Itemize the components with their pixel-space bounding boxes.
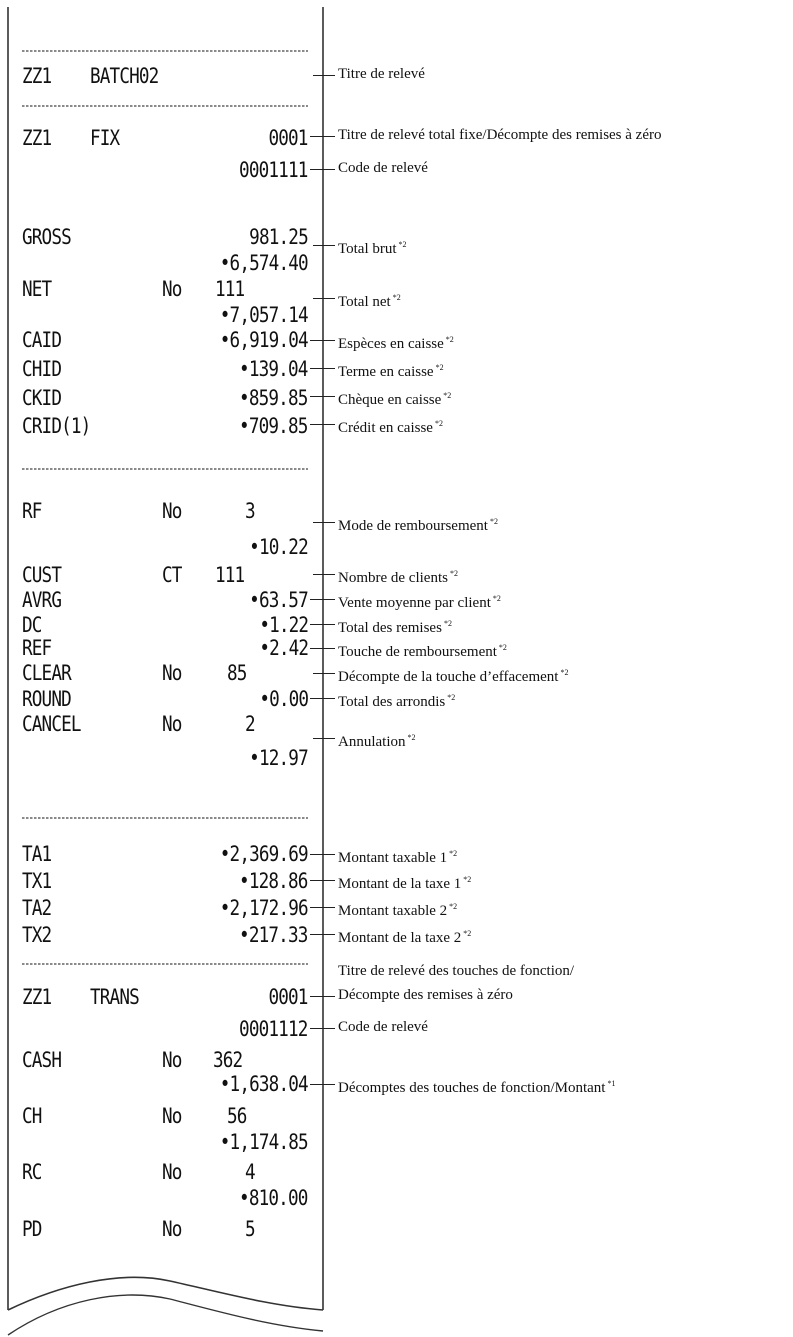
cancel-no: No	[162, 712, 182, 736]
fix-count: 0001	[268, 126, 308, 150]
chid-value: •139.04	[239, 357, 308, 381]
annotation-titre-fonction-line1: Titre de relevé des touches de fonction/	[338, 963, 575, 979]
cancel-value: •12.97	[249, 746, 308, 770]
net-value: •7,057.14	[219, 303, 308, 327]
trans-left: ZZ1	[22, 985, 52, 1009]
dc-label: DC	[22, 613, 42, 637]
leader-line	[313, 522, 335, 523]
ckid-label: CKID	[22, 386, 62, 410]
leader-line	[310, 624, 335, 625]
annotation-remises: Total des remises $^{*2}$	[338, 619, 452, 636]
rc-label: RC	[22, 1160, 42, 1184]
rf-value: •10.22	[249, 535, 308, 559]
ta1-value: •2,369.69	[219, 842, 308, 866]
fix-left: ZZ1	[22, 126, 52, 150]
annotation-arrondis: Total des arrondis $^{*2}$	[338, 693, 456, 710]
annotation-annulation: Annulation $^{*2}$	[338, 733, 416, 750]
round-label: ROUND	[22, 687, 71, 711]
batch-name: BATCH02	[90, 64, 159, 88]
leader-line	[313, 245, 335, 246]
ta2-label: TA2	[22, 896, 52, 920]
dc-value: •1.22	[259, 613, 308, 637]
leader-line	[310, 907, 335, 908]
clear-count: 85	[227, 661, 247, 685]
ta2-value: •2,172.96	[219, 896, 308, 920]
leader-line	[310, 880, 335, 881]
net-label: NET	[22, 277, 52, 301]
cust-ct: CT	[162, 563, 182, 587]
annotation-code-releve-2: Code de relevé	[338, 1019, 428, 1035]
cust-count: 111	[215, 563, 245, 587]
ch-count: 56	[227, 1104, 247, 1128]
trans-title: TRANS	[90, 985, 139, 1009]
fix-code: 0001111	[239, 158, 308, 182]
batch-left: ZZ1	[22, 64, 52, 88]
annotation-taxe-2: Montant de la taxe 2 $^{*2}$	[338, 929, 472, 946]
annotation-touche-remboursement: Touche de remboursement $^{*2}$	[338, 643, 507, 660]
ch-no: No	[162, 1104, 182, 1128]
annotation-code-releve: Code de relevé	[338, 160, 428, 176]
leader-line	[310, 648, 335, 649]
annotation-clients: Nombre de clients $^{*2}$	[338, 569, 458, 586]
clear-label: CLEAR	[22, 661, 71, 685]
ch-label: CH	[22, 1104, 42, 1128]
trans-count: 0001	[268, 985, 308, 1009]
annotation-effacement: Décompte de la touche d’effacement $^{*2}$	[338, 668, 569, 685]
annotation-total-net: Total net $^{*2}$	[338, 293, 401, 310]
cust-label: CUST	[22, 563, 62, 587]
crid-value: •709.85	[239, 414, 308, 438]
leader-line	[310, 169, 335, 170]
rc-no: No	[162, 1160, 182, 1184]
chid-label: CHID	[22, 357, 62, 381]
leader-line	[313, 75, 335, 76]
annotation-taxe-1: Montant de la taxe 1 $^{*2}$	[338, 875, 472, 892]
clear-no: No	[162, 661, 182, 685]
leader-line	[310, 599, 335, 600]
ref-value: •2.42	[259, 636, 308, 660]
leader-line	[313, 738, 335, 739]
leader-line	[310, 136, 335, 137]
annotation-taxable-2: Montant taxable 2 $^{*2}$	[338, 902, 458, 919]
tx1-label: TX1	[22, 869, 52, 893]
rf-count: 3	[245, 499, 255, 523]
rc-count: 4	[245, 1160, 255, 1184]
annotation-decomptes-fonction: Décomptes des touches de fonction/Montant $^{*1}$	[338, 1079, 616, 1096]
cancel-label: CANCEL	[22, 712, 81, 736]
leader-line	[313, 298, 335, 299]
leader-line	[310, 368, 335, 369]
ckid-value: •859.85	[239, 386, 308, 410]
ch-value: •1,174.85	[219, 1130, 308, 1154]
leader-line	[310, 340, 335, 341]
cash-value: •1,638.04	[219, 1072, 308, 1096]
trans-code: 0001112	[239, 1017, 308, 1041]
annotation-vente-moyenne: Vente moyenne par client $^{*2}$	[338, 594, 501, 611]
crid-label: CRID(1)	[22, 414, 91, 438]
annotation-terme: Terme en caisse $^{*2}$	[338, 363, 444, 380]
leader-line	[310, 1028, 335, 1029]
annotation-titre-fixe: Titre de relevé total fixe/Décompte des remises à zéro	[338, 127, 662, 143]
pd-label: PD	[22, 1217, 42, 1241]
leader-line	[310, 424, 335, 425]
fix-title: FIX	[90, 126, 120, 150]
leader-line	[310, 1084, 335, 1085]
cash-no: No	[162, 1048, 182, 1072]
leader-line	[313, 673, 335, 674]
leader-line	[310, 934, 335, 935]
cash-count: 362	[213, 1048, 243, 1072]
ta1-label: TA1	[22, 842, 52, 866]
leader-line	[313, 574, 335, 575]
gross-value: 981.25	[249, 225, 308, 249]
avrg-value: •63.57	[249, 588, 308, 612]
leader-line	[310, 698, 335, 699]
annotation-taxable-1: Montant taxable 1 $^{*2}$	[338, 849, 458, 866]
annotation-total-brut: Total brut $^{*2}$	[338, 240, 407, 257]
gross-value-2: •6,574.40	[219, 251, 308, 275]
tx1-value: •128.86	[239, 869, 308, 893]
rf-no: No	[162, 499, 182, 523]
annotation-titre-releve: Titre de relevé	[338, 66, 425, 82]
gross-label: GROSS	[22, 225, 71, 249]
annotation-titre-fonction-line2: Décompte des remises à zéro	[338, 987, 513, 1003]
rf-label: RF	[22, 499, 42, 523]
cancel-count: 2	[245, 712, 255, 736]
annotation-credit: Crédit en caisse $^{*2}$	[338, 419, 443, 436]
leader-line	[310, 854, 335, 855]
caid-value: •6,919.04	[219, 328, 308, 352]
ref-label: REF	[22, 636, 52, 660]
net-no: No	[162, 277, 182, 301]
pd-no: No	[162, 1217, 182, 1241]
rc-value: •810.00	[239, 1186, 308, 1210]
annotation-cheque: Chèque en caisse $^{*2}$	[338, 391, 452, 408]
tx2-value: •217.33	[239, 923, 308, 947]
avrg-label: AVRG	[22, 588, 62, 612]
caid-label: CAID	[22, 328, 62, 352]
annotation-especes: Espèces en caisse $^{*2}$	[338, 335, 454, 352]
leader-line	[310, 396, 335, 397]
net-count: 111	[215, 277, 245, 301]
pd-count: 5	[245, 1217, 255, 1241]
annotation-remboursement-mode: Mode de remboursement $^{*2}$	[338, 517, 498, 534]
tx2-label: TX2	[22, 923, 52, 947]
cash-label: CASH	[22, 1048, 62, 1072]
leader-line	[310, 996, 335, 997]
round-value: •0.00	[259, 687, 308, 711]
